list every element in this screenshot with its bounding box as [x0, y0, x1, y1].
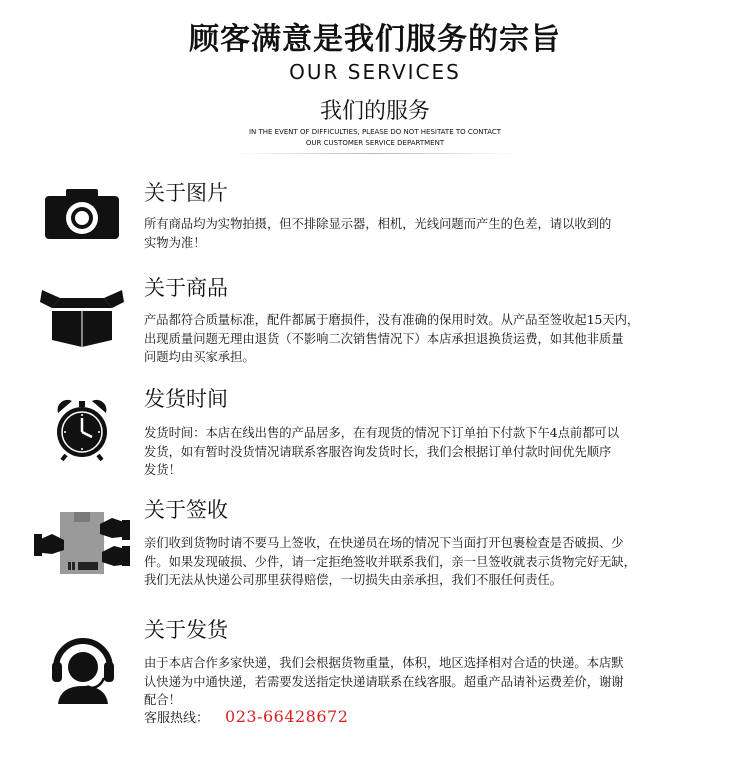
- section-line: 问题均由买家承担。: [144, 350, 255, 364]
- customer-service-headset-icon: [50, 634, 116, 704]
- section-line: 发货！: [144, 463, 181, 477]
- section-line: 发货，如有暂时没货情况请联系客服咨询发货时长，我们会根据订单付款时间优先顺序: [144, 444, 612, 459]
- camera-icon: [44, 188, 120, 240]
- section-body-photos: [144, 215, 714, 252]
- customer-service-hotline: [144, 707, 348, 726]
- section-title-receipt: 关于签收: [144, 498, 228, 522]
- contact-note-line-1: IN THE EVENT OF DIFFICULTIES, PLEASE DO NOT HESITATE TO CONTACT: [248, 128, 502, 136]
- section-body-delivery: [144, 654, 714, 710]
- section-line: 认快递为中通快递，若需要发送指定快递请联系在线客服。超重产品请补运费差价，谢谢: [144, 674, 624, 689]
- box-icon: [40, 284, 124, 348]
- section-line: 件。如果发现破损、少件，请一定拒绝签收并联系我们，亲一旦签收就表示货物完好无缺，: [144, 554, 636, 569]
- hotline-label: 客服热线：: [144, 711, 210, 726]
- header-divider: [230, 153, 520, 154]
- section-title-delivery: 关于发货: [144, 618, 228, 642]
- section-line: 我们无法从快递公司那里获得赔偿，一切损失由亲承担，我们不服任何责任。: [144, 573, 563, 587]
- section-body-products: [144, 311, 714, 367]
- section-title-photos: 关于图片: [144, 181, 228, 205]
- section-title-shipping-time: 发货时间: [144, 387, 228, 411]
- page-title: 顾客满意是我们服务的宗旨: [189, 22, 561, 57]
- contact-note: [0, 127, 750, 149]
- section-line: 发货时间：本店在线出售的产品居多，在有现货的情况下订单拍下付款下午4点前都可以: [144, 426, 620, 440]
- section-line: 配合！: [144, 693, 181, 707]
- section-body-shipping-time: [144, 424, 714, 480]
- alarm-clock-icon: [54, 397, 110, 461]
- section-body-receipt: [144, 534, 714, 590]
- section-title-products: 关于商品: [144, 276, 228, 300]
- services-heading-cn: 我们的服务: [319, 99, 430, 124]
- section-line: 产品都符合质量标准，配件都属于磨损件，没有准确的保用时效。从产品至签收起15天内，: [144, 313, 640, 327]
- section-line: 出现质量问题无理由退货（不影响二次销售情况下）本店承担退换货运费，如其他非质量: [144, 331, 624, 346]
- section-line: 实物为准！: [144, 235, 206, 250]
- section-line: 由于本店合作多家快递，我们会根据货物重量，体积，地区选择相对合适的快递。本店默: [144, 656, 624, 670]
- contact-note-line-2: OUR CUSTOMER SERVICE DEPARTMENT: [305, 139, 445, 147]
- services-heading-en: OUR SERVICES: [289, 60, 461, 84]
- hotline-number: 023-66428672: [225, 707, 349, 726]
- section-line: 亲们收到货物时请不要马上签收，在快递员在场的情况下当面打开包裹检查是否破损、少: [144, 536, 624, 550]
- package-handover-icon: [34, 510, 130, 576]
- section-line: 所有商品均为实物拍摄，但不排除显示器，相机，光线问题而产生的色差，请以收到的: [144, 217, 612, 231]
